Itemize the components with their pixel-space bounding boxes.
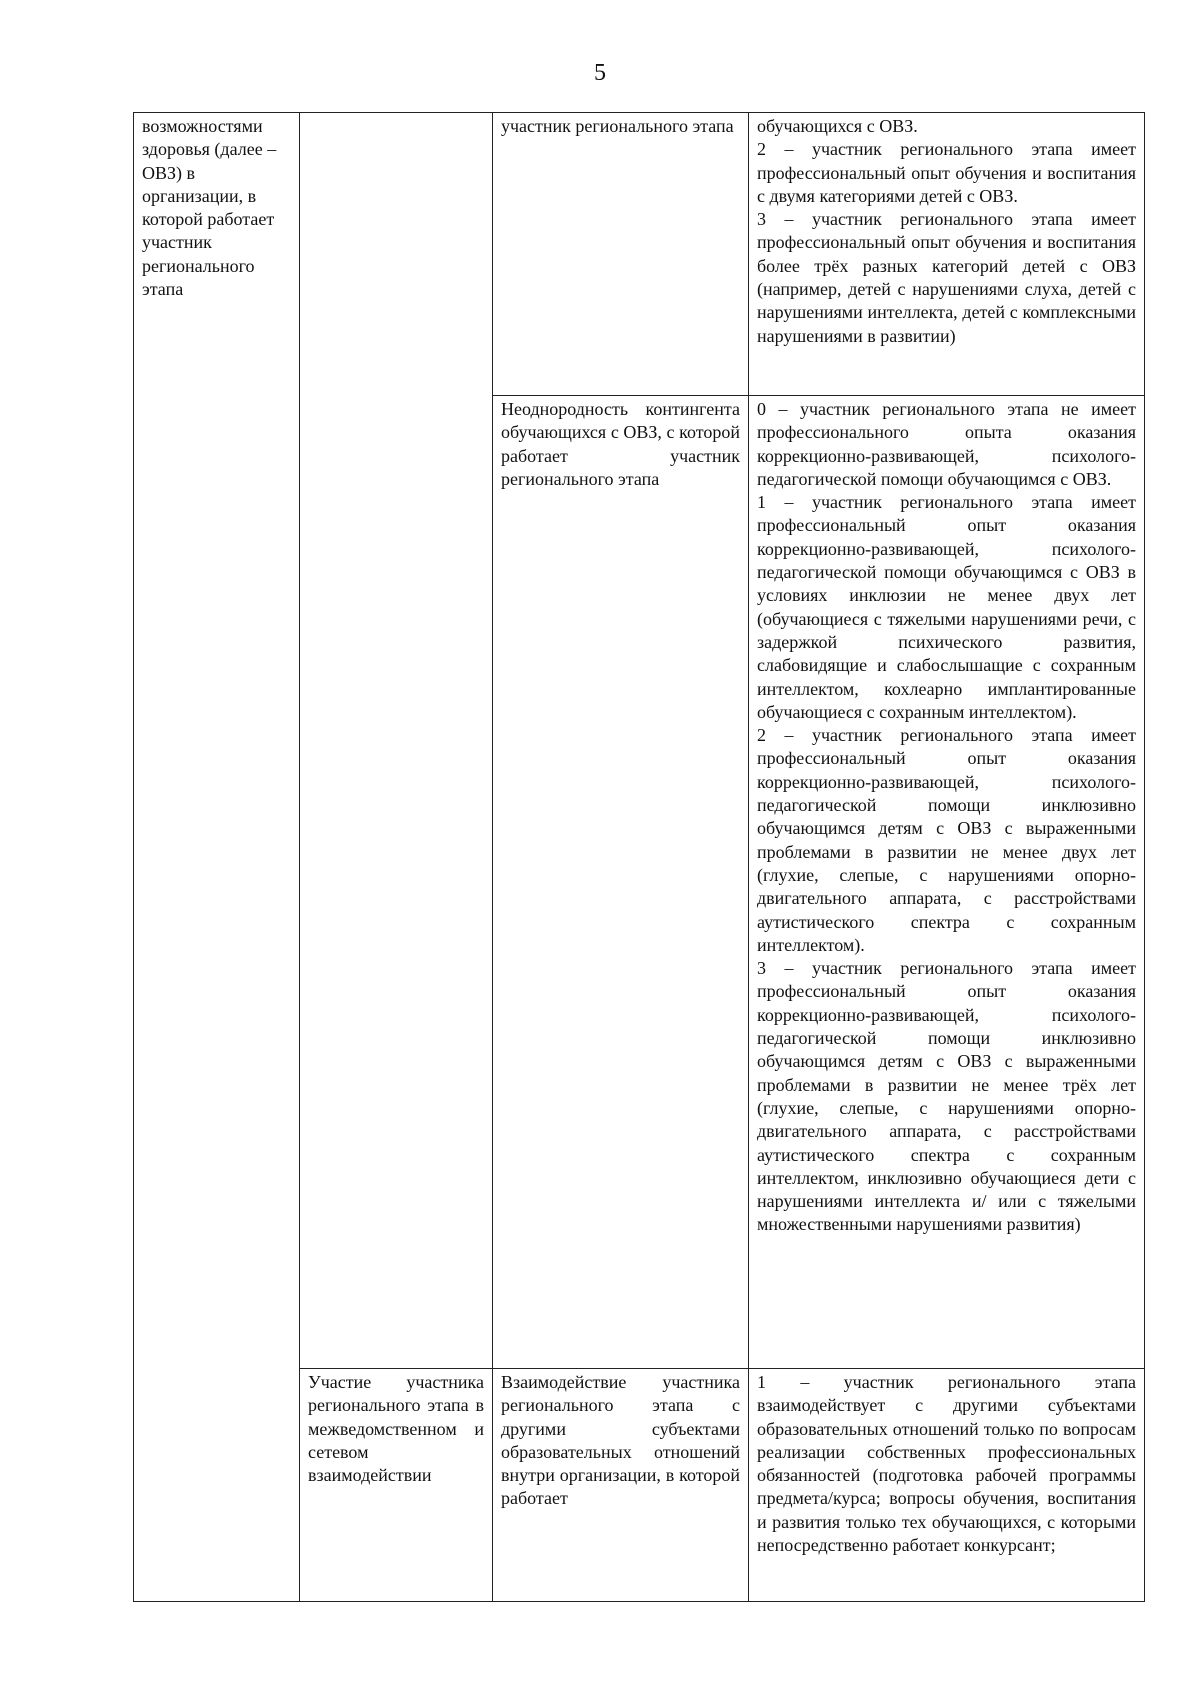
criteria-table [133, 112, 1145, 1602]
indicator-cell: Неоднородность контингента обучающихся с ОВЗ, с которой работает участник регионального этапа [493, 396, 749, 1369]
description-cell: обучающихся с ОВЗ. 2 – участник регионального этапа имеет профессиональный опыт обучения и воспитания с двумя категориями детей с ОВЗ. 3 – участник регионального этапа имеет профессиональный опыт обучения и воспитания более трёх разных категорий детей с ОВЗ (например, детей с нарушениями слуха, детей с нарушениями интеллекта, детей с комплексными нарушениями в развитии) [749, 113, 1145, 396]
criterion-cell: Участие участника регионального этапа в межведомственном и сетевом взаимодействии [300, 1369, 493, 1602]
description-cell: 1 – участник регионального этапа взаимодействует с другими субъектами образовательных отношений только по вопросам реализации собственных профессиональных обязанностей (подготовка рабочей программы предмета/курса; вопросы обучения, воспитания и развития только тех обучающихся, с которыми непосредственно работает конкурсант; [749, 1369, 1145, 1602]
criterion-cell [300, 113, 493, 1369]
description-cell: 0 – участник регионального этапа не имеет профессионального опыта оказания коррекционно-развивающей, психолого-педагогической помощи обучающимся с ОВЗ. 1 – участник регионального этапа имеет профессиональный опыт оказания коррекционно-развивающей, психолого-педагогической помощи обучающимся с ОВЗ в условиях инклюзии не менее двух лет (обучающиеся с тяжелыми нарушениями речи, с задержкой психического развития, слабовидящие и слабослышащие с сохранным интеллектом, кохлеарно имплантированные обучающиеся с сохранным интеллектом). 2 – участник регионального этапа имеет профессиональный опыт оказания коррекционно-развивающей, психолого-педагогической помощи инклюзивно обучающимся детям с ОВЗ с выраженными проблемами в развитии не менее двух лет (глухие, слепые, с нарушениями опорно-двигательного аппарата, с расстройствами аутистического спектра с сохранным интеллектом). 3 – участник регионального этапа имеет профессиональный опыт оказания коррекционно-развивающей, психолого-педагогической помощи инклюзивно обучающимся детям с ОВЗ с выраженными проблемами в развитии не менее трёх лет (глухие, слепые, с нарушениями опорно-двигательного аппарата, с расстройствами аутистического спектра с сохранным интеллектом, инклюзивно обучающиеся дети с нарушениями интеллекта и/ или с тяжелыми множественными нарушениями развития) [749, 396, 1145, 1369]
indicator-cell: участник регионального этапа [493, 113, 749, 396]
section-cell: возможностями здоровья (далее – ОВЗ) в организации, в которой работает участник регионального этапа [134, 113, 300, 1602]
indicator-cell: Взаимодействие участника регионального этапа с другими субъектами образовательных отношений внутри организации, в которой работает [493, 1369, 749, 1602]
table-row [134, 113, 1145, 396]
page-number: 5 [594, 60, 606, 86]
